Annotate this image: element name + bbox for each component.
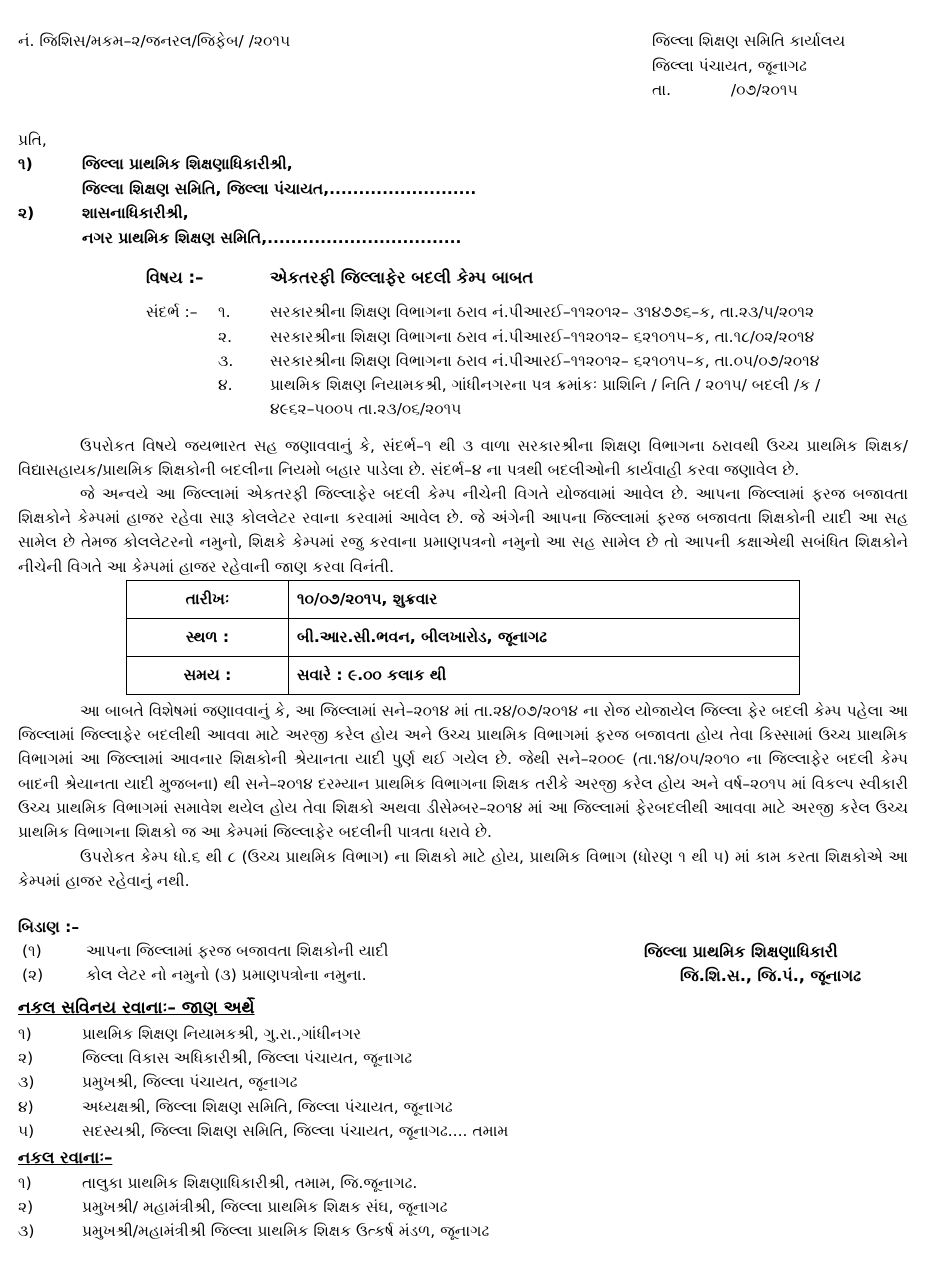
subject-label: વિષય :– [146, 268, 204, 287]
prati-label: પ્રતિ, [18, 131, 47, 149]
recipient-2-line1: શાસનાધિકારીશ્રી, [82, 204, 189, 222]
copy-info-heading: નકલ સવિનય રવાનાઃ– જાણ અર્થે [18, 998, 255, 1018]
camp-date-value: ૧૦/૦૭/૨૦૧૫, શુક્રવાર [289, 581, 800, 619]
copy-info-2-text: જિલ્લા વિકાસ અધિકારીશ્રી, જિલ્લા પંચાયત, જૂનાગઢ [82, 1049, 413, 1067]
enclosure-1-number: (૧) [22, 942, 42, 960]
reference-4-number: ૪. [218, 376, 233, 394]
copy-send-3-number: ૩) [18, 1222, 35, 1240]
copy-send-3-text: પ્રમુખશ્રી/મહામંત્રીશ્રી જિલ્લા પ્રાથમિક શિક્ષક ઉત્કર્ષ મંડળ, જૂનાગઢ [82, 1222, 490, 1240]
camp-place-value: બી.આર.સી.ભવન, બીલખારોડ, જૂનાગઢ [289, 619, 800, 657]
table-row [127, 657, 800, 695]
copy-send-2-text: પ્રમુખશ્રી/ મહામંત્રીશ્રી, જિલ્લા પ્રાથમિક શિક્ષક સંઘ, જૂનાગઢ [82, 1198, 448, 1216]
body-paragraph-3 [18, 699, 908, 844]
camp-date-label: તારીખઃ [127, 581, 289, 619]
copy-send-1-text: તાલુકા પ્રાથમિક શિક્ષણાધિકારીશ્રી, તમામ, જિ.જૂનાગઢ. [82, 1174, 418, 1192]
body-paragraph-3-text: આ બાબતે વિશેષમાં જણાવવાનું કે, આ જિલ્લામાં સને–૨૦૧૪ માં તા.૨૪/૦૭/૨૦૧૪ ના રોજ યોજાયેલ જિલ્લા ફેર બદલી કેમ્પ પહેલા આ જિલ્લામાં જિલ્લાફેર બદલીથી આવવા માટે અરજી કરેલ હોય અને ઉચ્ચ પ્રાથમિક વિભાગમાં ફરજ બજાવતા હોય તેવા કિસ્સામાં ઉચ્ચ પ્રાથમિક વિભાગમાં આ જિલ્લામાં આવનાર શિક્ષકોની શ્રેયાનતા યાદી પુર્ણ થઈ ગયેલ છે. જેથી સને–૨૦૦૯ (તા.૧૪/૦૫/૨૦૧૦ ના જિલ્લાફેર બદલી કેમ્પ બાદની શ્રેયાનતા યાદી મુજબના) થી સને–૨૦૧૪ દરમ્યાન પ્રાથમિક વિભાગના શિક્ષક તરીકે અરજી કરેલ હોય અને વર્ષ–૨૦૧૫ માં વિકલ્પ સ્વીકારી ઉચ્ચ પ્રાથમિક વિભાગમાં સમાવેશ થયેલ હોય તેવા શિક્ષકો અથવા ડીસેમ્બર–૨૦૧૪ માં આ જિલ્લામાં ફેરબદલીથી આવવા માટે અરજી કરેલ ઉચ્ચ પ્રાથમિક વિભાગના શિક્ષકો જ આ કેમ્પમાં જિલ્લાફેર બદલીની પાત્રતા ધરાવે છે. [18, 702, 908, 842]
copy-info-5-text: સદસ્યશ્રી, જિલ્લા શિક્ષણ સમિતિ, જિલ્લા પંચાયત, જૂનાગઢ.... તમામ [82, 1122, 509, 1140]
reference-4-text: પ્રાથમિક શિક્ષણ નિયામકશ્રી, ગાંધીનગરના પત્ર ક્રમાંકઃ પ્રાશિનિ / નિતિ / ૨૦૧૫/ બદલી /ક / [270, 376, 821, 394]
copy-info-2-number: ૨) [18, 1049, 34, 1067]
reference-3-text: સરકારશ્રીના શિક્ષણ વિભાગના ઠરાવ નં.પીઆરઈ–૧૧૨૦૧૨– ૬૨૧૦૧૫–ક, તા.૦૫/૦૭/૨૦૧૪ [270, 352, 820, 370]
date-value: /૦૭/૨૦૧૫ [730, 81, 798, 99]
body-paragraph-1 [18, 434, 908, 482]
recipient-1-line1: જિલ્લા પ્રાથમિક શિક્ષણાધિકારીશ્રી, [82, 155, 293, 173]
copy-info-5-number: ૫) [18, 1122, 35, 1140]
recipient-1-line2: જિલ્લા શિક્ષણ સમિતિ, જિલ્લા પંચાયત,......................... [82, 180, 477, 198]
copy-info-4-text: અધ્યક્ષશ્રી, જિલ્લા શિક્ષણ સમિતિ, જિલ્લા પંચાયત, જૂનાગઢ [82, 1098, 453, 1116]
reference-1-text: સરકારશ્રીના શિક્ષણ વિભાગના ઠરાવ નં.પીઆરઈ–૧૧૨૦૧૨– ૩૧૪૭૭૬–ક, તા.૨૩/૫/૨૦૧૨ [270, 303, 815, 321]
letter-date [652, 81, 798, 100]
copy-info-3-text: પ્રમુખશ્રી, જિલ્લા પંચાયત, જૂનાગઢ [82, 1073, 298, 1091]
copy-send-2-number: ૨) [18, 1198, 34, 1216]
subject-text: એકતરફી જિલ્લાફેર બદલી કેમ્પ બાબત [270, 268, 534, 287]
camp-time-value: સવારે : ૯.૦૦ કલાક થી [289, 657, 800, 695]
body-paragraph-2-text: જે અન્વયે આ જિલ્લામાં એકતરફી જિલ્લાફેર બદલી કેમ્પ નીચેની વિગતે યોજવામાં આવેલ છે. આપના જિલ્લામાં ફરજ બજાવતા શિક્ષકોને કેમ્પમાં હાજર રહેવા સારૂ કોલલેટર રવાના કરવામાં આવેલ છે. જે અંગેની આપના જિલ્લામાં ફરજ બજાવતા શિક્ષકોની યાદી આ સહ સામેલ છે તેમજ કોલલેટરનો નમુનો, શિક્ષકે કેમ્પમાં રજુ કરવાના પ્રમાણપત્રનો નમુનો આ સહ સામેલ છે તો આપની કક્ષાએથી સબંધિત શિક્ષકોને નીચેની વિગતે આ કેમ્પમાં હાજર રહેવાની જાણ કરવા વિનંતી. [18, 485, 908, 576]
body-paragraph-4-text: ઉપરોકત કેમ્પ ધો.૬ થી ૮ (ઉચ્ચ પ્રાથમિક વિભાગ) ના શિક્ષકો માટે હોય, પ્રાથમિક વિભાગ (ધોરણ ૧ થી ૫) માં કામ કરતા શિક્ષકોએ આ કેમ્પમાં હાજર રહેવાનું નથી. [18, 848, 908, 891]
camp-time-label: સમય : [127, 657, 289, 695]
enclosures-label: બિડાણ :– [18, 918, 80, 936]
table-row [127, 581, 800, 619]
copy-send-heading: નકલ રવાનાઃ– [18, 1148, 113, 1167]
body-paragraph-4 [18, 845, 908, 893]
reference-4-text-continued: ૪૯૬૨–૫૦૦૫ તા.૨૩/૦૬/૨૦૧૫ [270, 400, 462, 418]
recipient-2-line2: નગર પ્રાથમિક શિક્ષણ સમિતિ,................................. [82, 229, 462, 247]
office-address: જિલ્લા પંચાયત, જૂનાગઢ [652, 57, 807, 75]
signatory-title: જિલ્લા પ્રાથમિક શિક્ષણાધિકારી [644, 942, 838, 961]
table-row [127, 619, 800, 657]
body-paragraph-2 [18, 482, 908, 579]
reference-2-text: સરકારશ્રીના શિક્ષણ વિભાગના ઠરાવ નં.પીઆરઈ–૧૧૨૦૧૨– ૬૨૧૦૧૫–ક, તા.૧૮/૦૨/૨૦૧૪ [270, 328, 815, 346]
signatory-office: જિ.શિ.સ., જિ.પં., જૂનાગઢ [680, 966, 862, 985]
recipient-1-number: ૧) [18, 155, 33, 173]
copy-info-3-number: ૩) [18, 1073, 35, 1091]
enclosure-2-text: કોલ લેટર નો નમુનો (૩) પ્રમાણપત્રોના નમુના. [86, 966, 367, 984]
references-label: સંદર્ભ :– [146, 303, 198, 321]
reference-2-number: ૨. [218, 328, 233, 346]
date-label: તા. [652, 81, 672, 99]
copy-info-1-number: ૧) [18, 1025, 32, 1043]
recipient-2-number: ૨) [18, 204, 35, 222]
enclosure-2-number: (૨) [22, 966, 44, 984]
reference-number: નં. જિશિસ/મકમ–૨/જનરલ/જિફેબ/ /૨૦૧૫ [18, 32, 291, 50]
copy-info-4-number: ૪) [18, 1098, 34, 1116]
camp-place-label: સ્થળ : [127, 619, 289, 657]
reference-3-number: ૩. [218, 352, 234, 370]
copy-send-1-number: ૧) [18, 1174, 32, 1192]
office-name: જિલ્લા શિક્ષણ સમિતિ કાર્યાલય [652, 32, 846, 50]
reference-1-number: ૧. [218, 303, 231, 321]
body-paragraph-1-text: ઉપરોકત વિષયે જયભારત સહ જણાવવાનું કે, સંદર્ભ–૧ થી ૩ વાળા સરકારશ્રીના શિક્ષણ વિભાગના ઠરાવથી ઉચ્ચ પ્રાથમિક શિક્ષક/વિદ્યાસહાયક/પ્રાથમિક શિક્ષકોની બદલીના નિયમો બહાર પાડેલા છે. સંદર્ભ–૪ ના પત્રથી બદલીઓની કાર્યવાહી કરવા જણાવેલ છે. [18, 437, 908, 480]
copy-info-1-text: પ્રાથમિક શિક્ષણ નિયામકશ્રી, ગુ.રા.,ગાંધીનગર [82, 1025, 362, 1043]
camp-details-table [126, 580, 800, 695]
enclosure-1-text: આપના જિલ્લામાં ફરજ બજાવતા શિક્ષકોની યાદી [86, 942, 389, 960]
